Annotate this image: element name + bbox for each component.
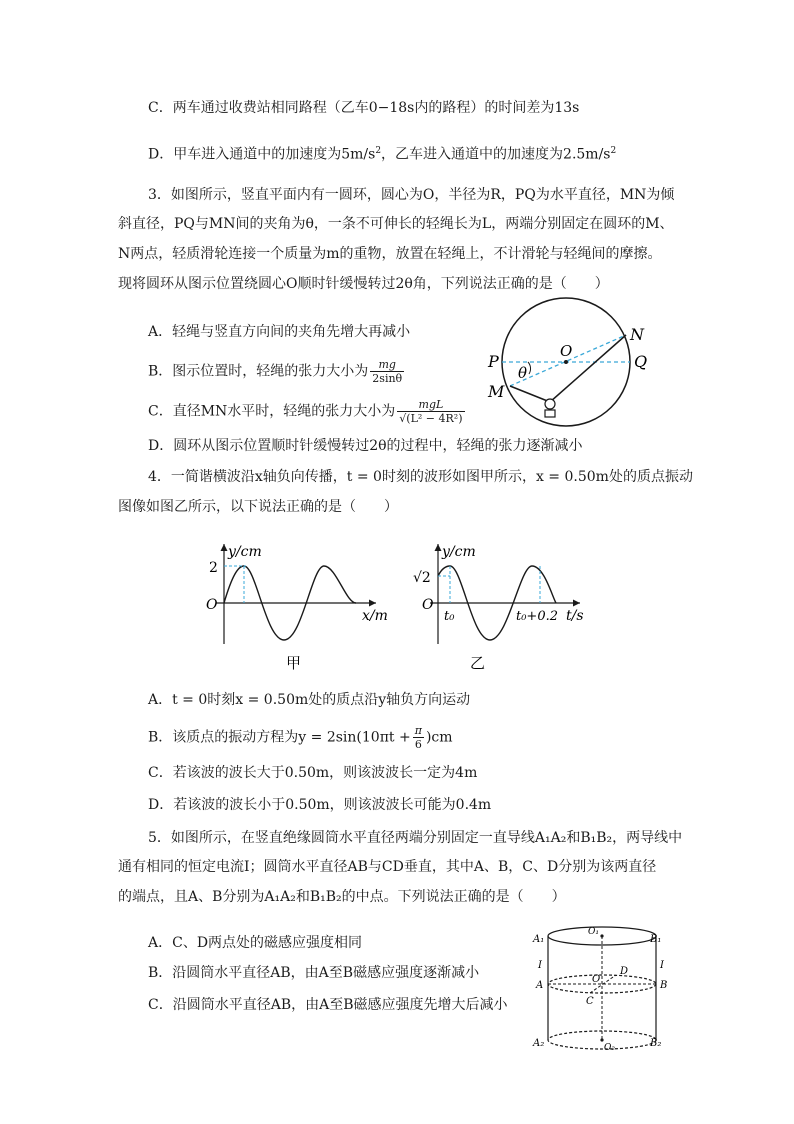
q3-option-b: B．图示位置时，轻绳的张力大小为 $\frac{mg}{2\sin\theta}$ xyxy=(148,358,403,385)
label-o1: O₁ xyxy=(588,927,599,937)
label-q: Q xyxy=(634,352,648,371)
q4-option-b-fraction: $\frac{\pi}{6}$ xyxy=(414,724,422,751)
center-point xyxy=(564,360,568,364)
xlabel: x/m xyxy=(362,608,388,624)
q4-option-a: A．t = 0时刻x = 0.50m处的质点沿y轴负方向运动 xyxy=(148,692,471,708)
q5-option-a: A．C、D两点处的磁感应强度相同 xyxy=(148,935,363,951)
t0-label: t₀ xyxy=(444,609,455,624)
rope-left xyxy=(510,386,550,402)
q3-option-a: A．轻绳与竖直方向间的夹角先增大再减小 xyxy=(148,324,411,340)
amp-label: 2 xyxy=(209,560,218,576)
q2-option-d: D．甲车进入通道中的加速度为$5m/s^2$，乙车进入通道中的加速度为$2.5m/s^2$ xyxy=(148,146,617,163)
q4-option-b: B．该质点的振动方程为y = 2sin(10πt + $\frac{\pi}{6}$ )cm xyxy=(148,724,453,751)
q3-option-b-fraction: $\frac{mg}{2\sin\theta}$ xyxy=(372,358,403,385)
t1-label: t₀+0.2 xyxy=(516,609,559,624)
q4-figure-yi xyxy=(400,536,600,676)
q2-option-c: C．两车通过收费站相同路程（乙车0−18s内的路程）的时间差为13s xyxy=(148,100,580,116)
q5-option-c: C．沿圆筒水平直径AB，由A至B磁感应强度先增大后减小 xyxy=(148,997,508,1013)
label-a2: A₂ xyxy=(533,1038,545,1049)
q3-stem-line-1: 3．如图所示，竖直平面内有一圆环，圆心为O，半径为R，PQ为水平直径，MN为倾 xyxy=(148,187,675,203)
label-i-left: I xyxy=(538,960,542,971)
label-b2: B₂ xyxy=(650,1038,662,1049)
label-o: O xyxy=(592,974,601,985)
q4-option-c: C．若该波的波长大于0.50m，则该波波长一定为4m xyxy=(148,765,478,781)
origin-label: O xyxy=(422,597,434,613)
origin-label: O xyxy=(206,597,218,613)
q3-option-c: C．直径MN水平时，轻绳的张力大小为 $\frac{\text{mgL}}{\text{√(L² − 4R²)}}$ xyxy=(148,398,463,425)
label-b1: B₁ xyxy=(650,934,662,945)
q3-stem-line-4: 现将圆环从图示位置绕圆心O顺时针缓慢转过2θ角，下列说法正确的是（ ） xyxy=(118,276,609,292)
tlabel: t/s xyxy=(566,608,584,624)
q3-stem-line-2: 斜直径，PQ与MN间的夹角为θ，一条不可伸长的轻绳长为L，两端分别固定在圆环的M、 xyxy=(118,216,674,232)
q5-stem-line-2: 通有相同的恒定电流I；圆筒水平直径AB与CD垂直，其中A、B，C、D分别为该两直径 xyxy=(118,859,657,875)
q3-option-c-fraction: $\frac{\text{mgL}}{\text{√(L² − 4R²)}}$ xyxy=(399,398,463,425)
q4-stem-line-1: 4．一简谐横波沿x轴负向传播，t = 0时刻的波形如图甲所示，x = 0.50m处的质点振动 xyxy=(148,469,693,485)
label-c: C xyxy=(586,996,594,1007)
label-b: B xyxy=(660,980,668,991)
label-m: M xyxy=(488,382,505,401)
label-theta: θ xyxy=(518,364,528,382)
label-a: A xyxy=(536,980,544,991)
label-n: N xyxy=(630,325,644,344)
q5-stem-line-1: 5．如图所示，在竖直绝缘圆筒水平直径两端分别固定一直导线A₁A₂和B₁B₂，两导线中 xyxy=(148,830,683,846)
angle-arc xyxy=(528,362,531,374)
amp-label: √2 xyxy=(413,570,431,586)
label-i-right: I xyxy=(660,960,664,971)
q5-stem-line-3: 的端点，且A、B分别为A₁A₂和B₁B₂的中点。下列说法正确的是（ ） xyxy=(118,889,566,905)
label-d: D xyxy=(620,966,629,977)
q3-ring-figure xyxy=(480,290,650,440)
ylabel: y/cm xyxy=(442,544,476,560)
label-o: O xyxy=(560,342,573,360)
q3-stem-line-3: N两点，轻质滑轮连接一个质量为m的重物，放置在轻绳上，不计滑轮与轻绳间的摩擦。 xyxy=(118,246,662,262)
caption-yi: 乙 xyxy=(470,654,486,672)
weight-block xyxy=(545,410,555,417)
q5-cylinder-figure xyxy=(532,920,672,1054)
caption-jia: 甲 xyxy=(286,654,302,672)
label-a1: A₁ xyxy=(533,934,545,945)
q3-option-d: D．圆环从图示位置顺时针缓慢转过2θ的过程中，轻绳的张力逐渐减小 xyxy=(148,438,583,454)
pulley xyxy=(545,399,555,409)
q4-figure-jia xyxy=(196,536,396,676)
q5-option-b: B．沿圆筒水平直径AB，由A至B磁感应强度逐渐减小 xyxy=(148,965,480,981)
q4-option-d: D．若该波的波长小于0.50m，则该波波长可能为0.4m xyxy=(148,797,492,813)
ylabel: y/cm xyxy=(228,544,262,560)
label-p: P xyxy=(488,352,499,371)
q4-stem-line-2: 图像如图乙所示，以下说法正确的是（ ） xyxy=(118,499,398,515)
label-o2: O₂ xyxy=(604,1043,615,1053)
